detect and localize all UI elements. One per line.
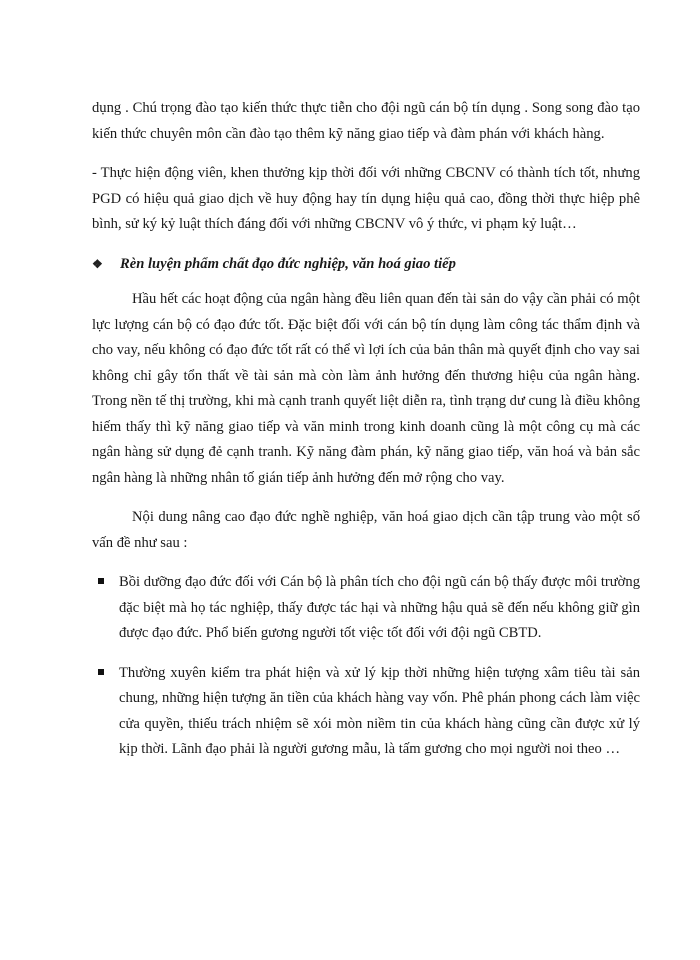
square-bullet-icon bbox=[92, 661, 119, 686]
intro-paragraph: dụng . Chú trọng đào tạo kiến thức thực tiễn cho đội ngũ cán bộ tín dụng . Song song đào tạo kiến thức chuyên môn cần đào tạo thêm kỹ năng giao tiếp và đàm phán với khách hàng. bbox=[92, 100, 640, 142]
list-item-text: Thường xuyên kiểm tra phát hiện và xử lý kịp thời những hiện tượng xâm tiêu tài sản chung, những hiện tượng ăn tiền của khách hàng vay vốn. Phê phán phong cách làm việc cửa quyền, thiếu trách nhiệm sẽ xói mòn niềm tin của khách hàng cũng cần được xử lý kịp thời. Lãnh đạo phải là người gương mẫu, là tấm gương cho mọi người noi theo … bbox=[119, 664, 640, 757]
ethics-paragraph: Hầu hết các hoạt động của ngân hàng đều liên quan đến tài sản do vậy cần phải có một lực lượng cán bộ có đạo đức tốt. Đặc biệt đối với cán bộ tín dụng làm công tác thẩm định và cho vay, nếu không có đạo đức tốt rất có thể vì lợi ích của bản thân mà quyết định cho vay sai không chỉ gây tổn thất về tài sản mà còn làm ảnh hưởng đến thương hiệu của ngân hàng. Trong nền tế thị trường, khi mà cạnh tranh quyết liệt diễn ra, tình trạng dư cung là điều không hiếm thấy thì kỹ năng giao tiếp và văn minh trong kinh doanh cũng là một công cụ mà các ngân hàng sử dụng đẻ cạnh tranh. Kỹ năng đàm phán, kỹ năng giao tiếp, văn hoá và bản sắc ngân hàng là những nhân tố gián tiếp ảnh hưởng đến mở rộng cho vay. bbox=[92, 291, 640, 486]
document-body bbox=[92, 96, 640, 777]
list-item-text: Bồi dưỡng đạo đức đối với Cán bộ là phân tích cho đội ngũ cán bộ thấy được môi trường đặc biệt mà họ tác nghiệp, thấy được tác hại và những hậu quả sẽ đến nếu không giữ gìn được đạo đức. Phổ biến gương người tốt việc tốt đối với đội ngũ CBTD. bbox=[119, 574, 640, 641]
reward-paragraph: - Thực hiện động viên, khen thưởng kịp thời đối với những CBCNV có thành tích tốt, nhưng PGD có hiệu quả giao dịch về huy động hay tín dụng hiệu quả cao, đồng thời thực hiệp phê bình, sử ký kỷ luật thích đáng đối với những CBCNV vô ý thức, vi phạm kỷ luật… bbox=[92, 165, 640, 232]
square-bullet-icon bbox=[92, 570, 119, 595]
content-intro-paragraph: Nội dung nâng cao đạo đức nghề nghiệp, văn hoá giao dịch cần tập trung vào một số vấn đề như sau : bbox=[92, 509, 640, 551]
section-heading-text: Rèn luyện phẩm chất đạo đức nghiệp, văn hoá giao tiếp bbox=[120, 255, 456, 272]
list-item bbox=[92, 570, 640, 647]
section-heading bbox=[92, 252, 640, 278]
diamond-bullet-icon: ❖ bbox=[92, 256, 103, 271]
list-item bbox=[92, 661, 640, 763]
